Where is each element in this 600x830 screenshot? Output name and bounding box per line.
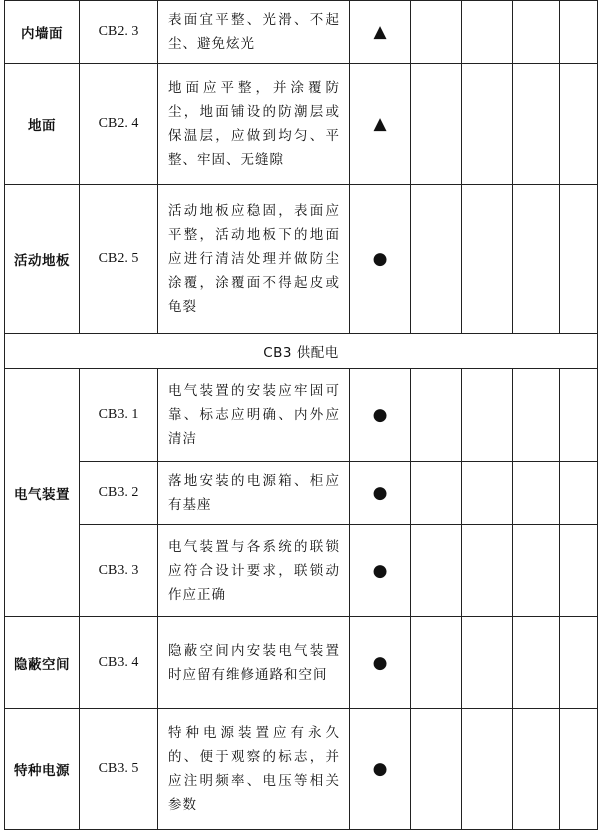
table-row — [5, 1, 598, 64]
blank-cell — [462, 1, 513, 64]
item-requirement: 活动地板应稳固，表面应平整，活动地板下的地面应进行清洁处理并做防尘涂覆，涂覆面不得起皮或龟裂 — [158, 185, 350, 334]
blank-cell — [560, 185, 598, 334]
blank-cell — [513, 369, 560, 462]
dot-icon: ● — [350, 709, 411, 830]
table-row — [5, 462, 598, 525]
table-row — [5, 64, 598, 185]
triangle-icon: ▲ — [350, 1, 411, 64]
dot-icon: ● — [350, 185, 411, 334]
blank-cell — [411, 525, 462, 617]
blank-cell — [462, 369, 513, 462]
blank-cell — [411, 369, 462, 462]
item-code: CB3. 5 — [80, 709, 158, 830]
table-row — [5, 709, 598, 830]
item-code: CB3. 3 — [80, 525, 158, 617]
blank-cell — [513, 64, 560, 185]
item-requirement: 落地安装的电源箱、柜应有基座 — [158, 462, 350, 525]
blank-cell — [560, 525, 598, 617]
blank-cell — [513, 1, 560, 64]
item-code: CB2. 5 — [80, 185, 158, 334]
blank-cell — [560, 709, 598, 830]
blank-cell — [462, 64, 513, 185]
blank-cell — [513, 462, 560, 525]
blank-cell — [560, 1, 598, 64]
item-code: CB2. 4 — [80, 64, 158, 185]
blank-cell — [411, 64, 462, 185]
blank-cell — [411, 185, 462, 334]
item-requirement: 隐蔽空间内安装电气装置时应留有维修通路和空间 — [158, 617, 350, 709]
blank-cell — [411, 709, 462, 830]
blank-cell — [411, 617, 462, 709]
blank-cell — [462, 185, 513, 334]
blank-cell — [560, 369, 598, 462]
item-name: 内墙面 — [5, 1, 80, 64]
item-name: 隐蔽空间 — [5, 617, 80, 709]
item-requirement: 特种电源装置应有永久的、便于观察的标志，并应注明频率、电压等相关参数 — [158, 709, 350, 830]
item-requirement: 电气装置的安装应牢固可靠、标志应明确、内外应清洁 — [158, 369, 350, 462]
blank-cell — [513, 617, 560, 709]
blank-cell — [462, 709, 513, 830]
dot-icon: ● — [350, 369, 411, 462]
item-requirement: 地面应平整，并涂覆防尘，地面铺设的防潮层或保温层，应做到均匀、平整、牢固、无缝隙 — [158, 64, 350, 185]
blank-cell — [411, 462, 462, 525]
triangle-icon: ▲ — [350, 64, 411, 185]
item-name: 活动地板 — [5, 185, 80, 334]
blank-cell — [560, 462, 598, 525]
table-row — [5, 525, 598, 617]
item-name: 特种电源 — [5, 709, 80, 830]
item-requirement: 表面宜平整、光滑、不起尘、避免炫光 — [158, 1, 350, 64]
group-name: 电气装置 — [5, 369, 80, 617]
item-code: CB3. 1 — [80, 369, 158, 462]
blank-cell — [462, 462, 513, 525]
blank-cell — [560, 64, 598, 185]
blank-cell — [513, 185, 560, 334]
blank-cell — [560, 617, 598, 709]
dot-icon: ● — [350, 462, 411, 525]
item-requirement: 电气装置与各系统的联锁应符合设计要求，联锁动作应正确 — [158, 525, 350, 617]
blank-cell — [462, 525, 513, 617]
item-code: CB3. 2 — [80, 462, 158, 525]
dot-icon: ● — [350, 525, 411, 617]
table-row — [5, 369, 598, 462]
section-title: CB3 供配电 — [5, 334, 598, 369]
table-row — [5, 617, 598, 709]
blank-cell — [513, 709, 560, 830]
item-code: CB2. 3 — [80, 1, 158, 64]
blank-cell — [462, 617, 513, 709]
blank-cell — [513, 525, 560, 617]
table-row — [5, 185, 598, 334]
dot-icon: ● — [350, 617, 411, 709]
item-name: 地面 — [5, 64, 80, 185]
blank-cell — [411, 1, 462, 64]
item-code: CB3. 4 — [80, 617, 158, 709]
section-row — [5, 334, 598, 369]
acceptance-table — [4, 0, 598, 830]
